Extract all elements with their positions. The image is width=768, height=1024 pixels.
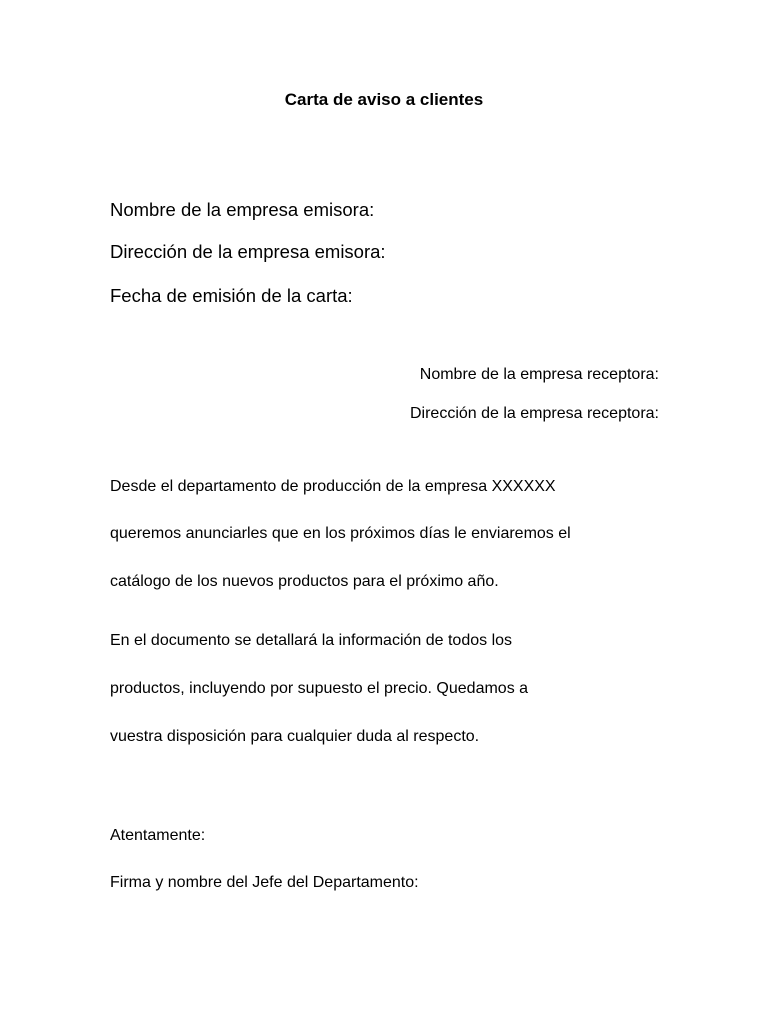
closing-salutation: Atentamente: [110,827,206,844]
paragraph-2-line-1: En el documento se detallará la información de todos los [110,632,513,649]
paragraph-1-line-2: queremos anunciarles que en los próximos días le enviaremos el [110,525,571,542]
issue-date-label: Fecha de emisión de la carta: [110,285,353,306]
sender-company-name-label: Nombre de la empresa emisora: [110,199,375,220]
paragraph-2-line-2: productos, incluyendo por supuesto el precio. Quedamos a [110,680,529,697]
paragraph-1-line-1: Desde el departamento de producción de la empresa XXXXXX [110,478,556,495]
paragraph-1-line-3: catálogo de los nuevos productos para el próximo año. [110,573,499,590]
sender-company-address-label: Dirección de la empresa emisora: [110,241,386,262]
receiver-company-address-label: Dirección de la empresa receptora: [409,405,659,422]
receiver-company-name-label: Nombre de la empresa receptora: [419,366,659,383]
signature-label: Firma y nombre del Jefe del Departamento: [110,874,419,891]
paragraph-2-line-3: vuestra disposición para cualquier duda al respecto. [110,728,480,745]
document-title: Carta de aviso a clientes [284,90,484,109]
